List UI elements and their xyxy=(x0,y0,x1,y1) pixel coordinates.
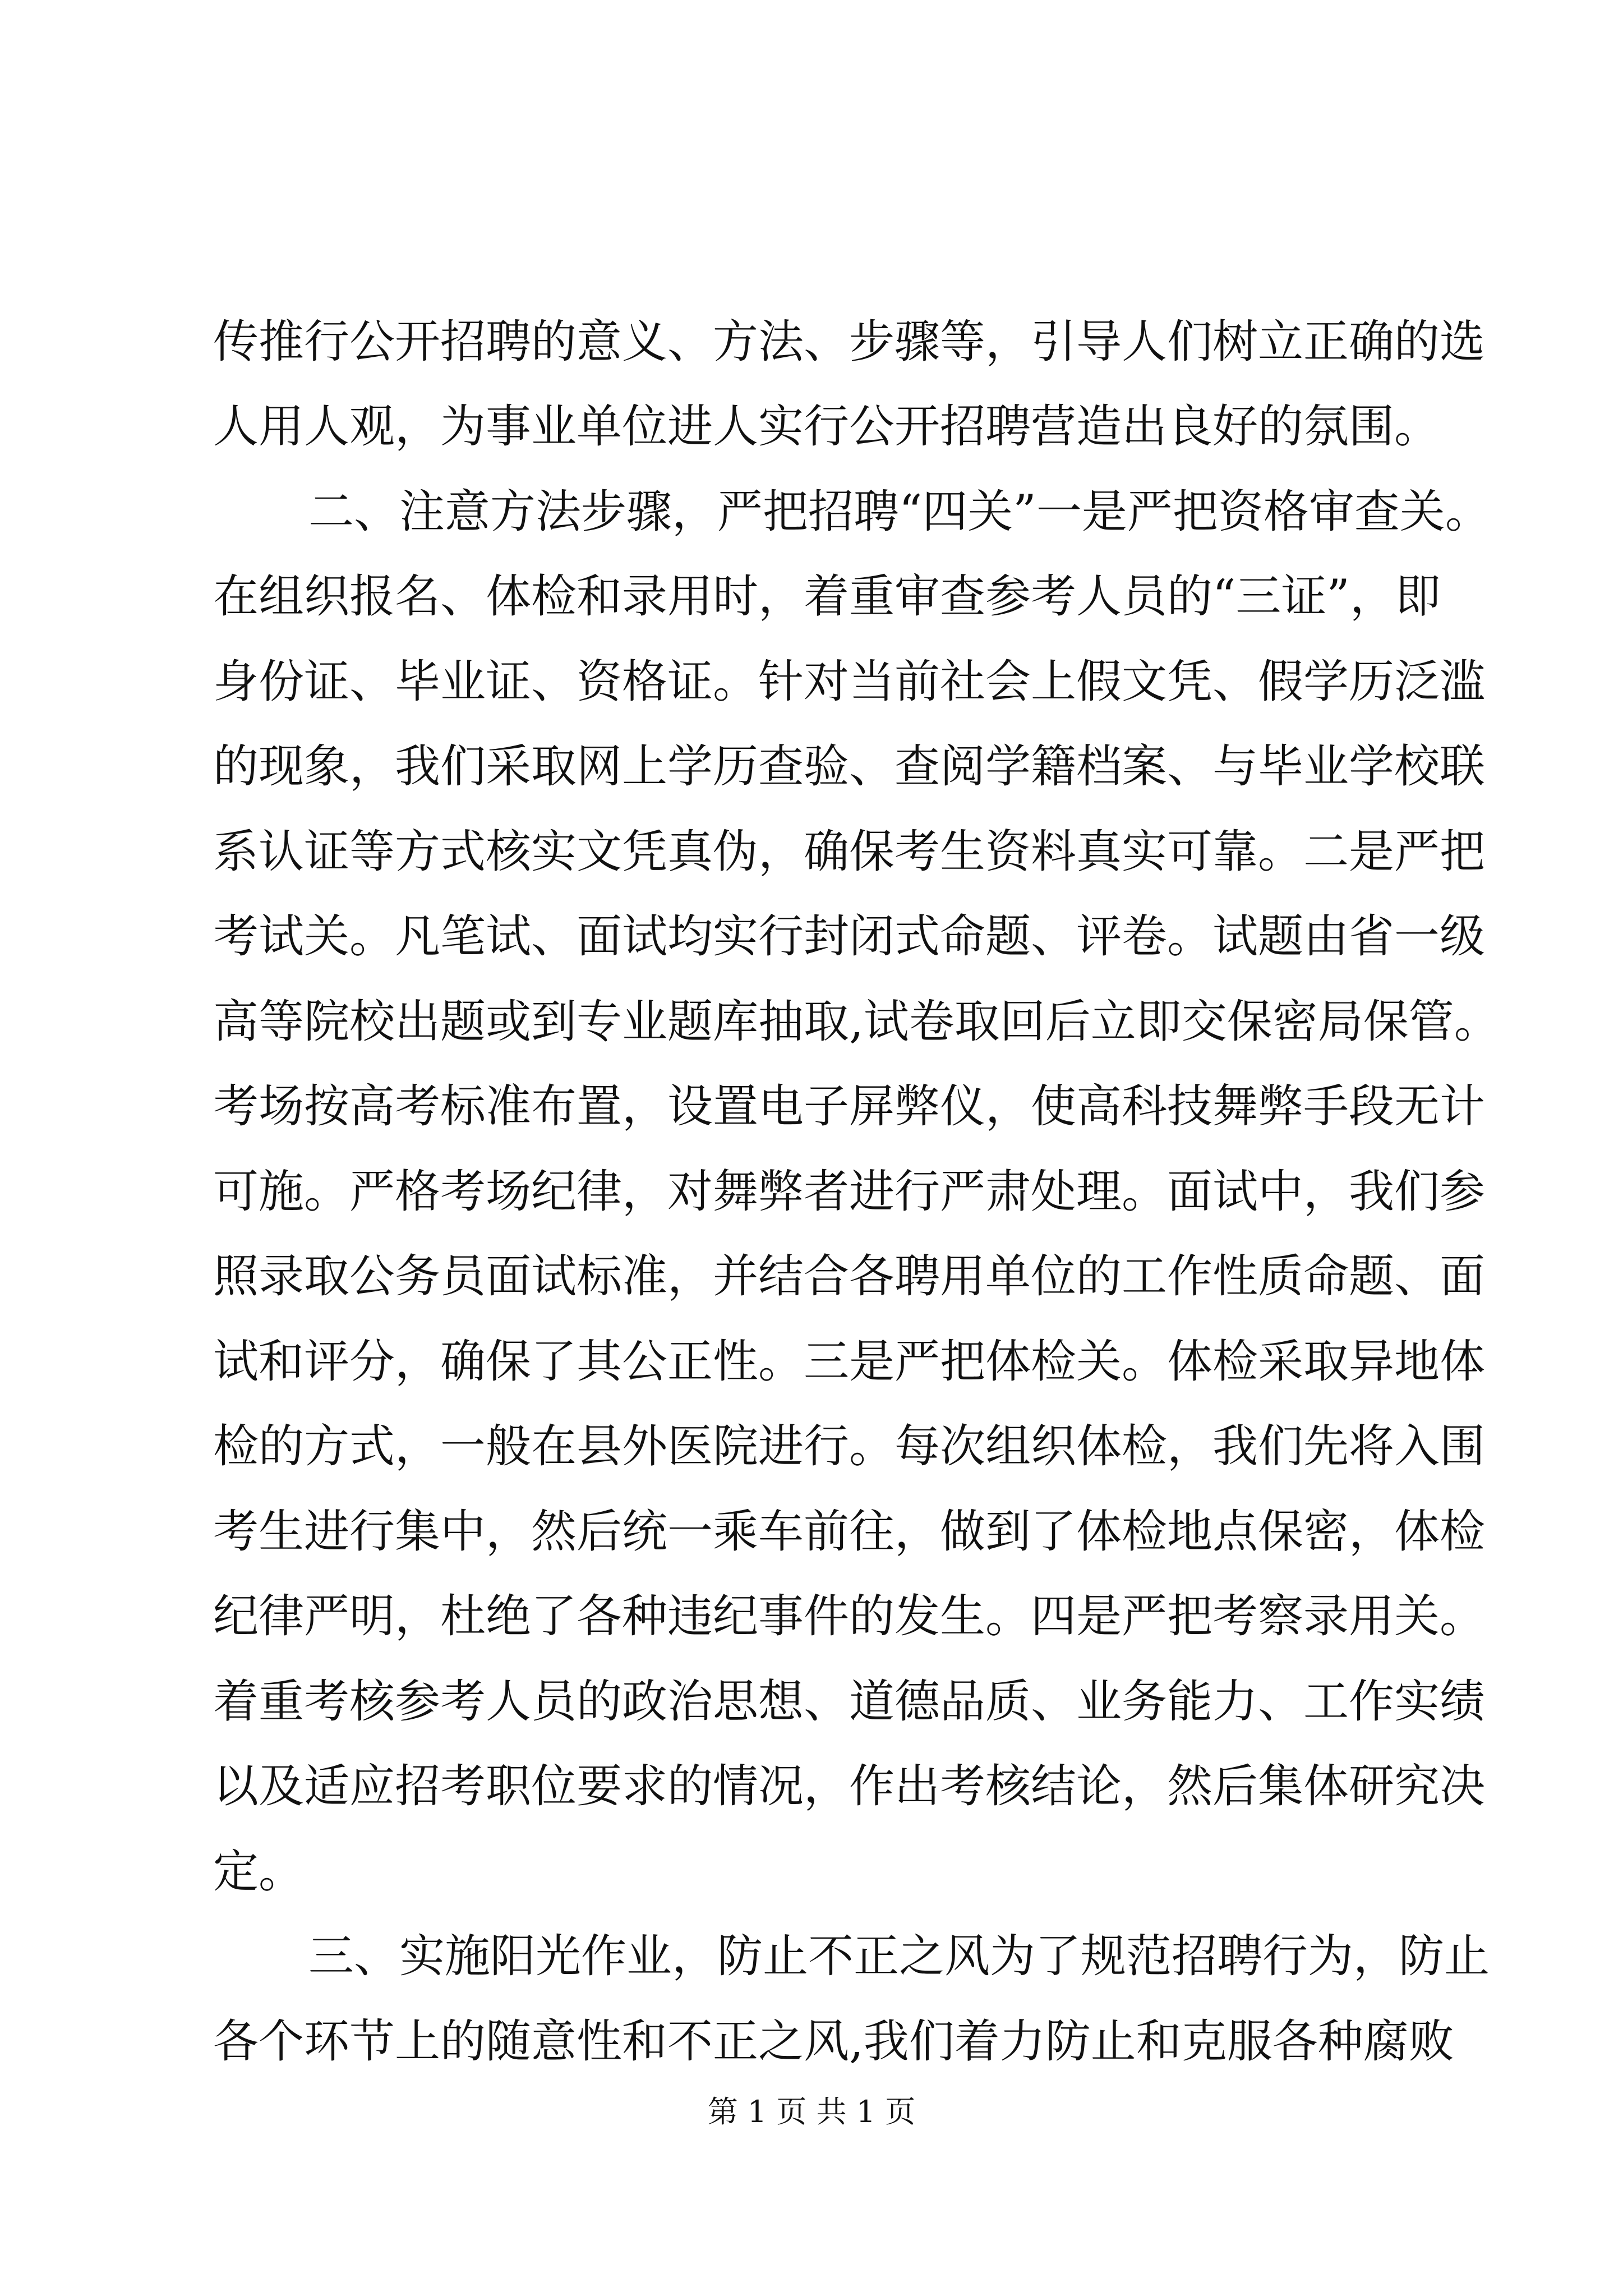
text-line: 各个环节上的随意性和不正之风,我们着力防止和克服各种腐败 xyxy=(213,2016,1454,2068)
paragraph-heading-line: 三、实施阳光作业，防止不正之风为了规范招聘行为，防止 xyxy=(308,1930,1490,1983)
text-line: 检的方式，一般在县外医院进行。每次组织体检，我们先将入围 xyxy=(213,1420,1486,1473)
text-line: 系认证等方式核实文凭真伪，确保考生资料真实可靠。二是严把 xyxy=(213,826,1486,878)
text-line: 以及适应招考职位要求的情况，作出考核结论，然后集体研究决 xyxy=(213,1760,1486,1813)
text-line: 考生进行集中，然后统一乘车前往，做到了体检地点保密，体检 xyxy=(213,1506,1486,1558)
text-line: 考试关。凡笔试、面试均实行封闭式命题、评卷。试题由省一级 xyxy=(213,910,1486,963)
paragraph-heading-line: 二、注意方法步骤，严把招聘“四关”一是严把资格审查关。 xyxy=(308,486,1491,539)
text-line: 着重考核参考人员的政治思想、道德品质、业务能力、工作实绩 xyxy=(213,1676,1486,1728)
text-line: 高等院校出题或到专业题库抽取,试卷取回后立即交保密局保管。 xyxy=(213,996,1500,1048)
text-line: 纪律严明，杜绝了各种违纪事件的发生。四是严把考察录用关。 xyxy=(213,1590,1486,1643)
text-line: 人用人观，为事业单位进人实行公开招聘营造出良好的氛围。 xyxy=(213,401,1440,453)
text-line: 考场按高考标准布置，设置电子屏弊仪，使高科技舞弊手段无计 xyxy=(213,1080,1486,1133)
text-line: 在组织报名、体检和录用时，着重审查参考人员的“三证”，即 xyxy=(213,570,1441,623)
text-line: 试和评分，确保了其公正性。三是严把体检关。体检采取异地体 xyxy=(213,1336,1486,1388)
text-line: 可施。严格考场纪律，对舞弊者进行严肃处理。面试中，我们参 xyxy=(213,1166,1486,1218)
text-line: 的现象，我们采取网上学历查验、查阅学籍档案、与毕业学校联 xyxy=(213,740,1486,793)
page-footer: 第 1 页 共 1 页 xyxy=(707,2094,916,2129)
text-line: 身份证、毕业证、资格证。针对当前社会上假文凭、假学历泛滥 xyxy=(213,656,1486,708)
text-line: 传推行公开招聘的意义、方法、步骤等，引导人们树立正确的选 xyxy=(213,316,1486,369)
text-line: 定。 xyxy=(213,1846,305,1898)
text-line: 照录取公务员面试标准，并结合各聘用单位的工作性质命题、面 xyxy=(213,1250,1486,1303)
